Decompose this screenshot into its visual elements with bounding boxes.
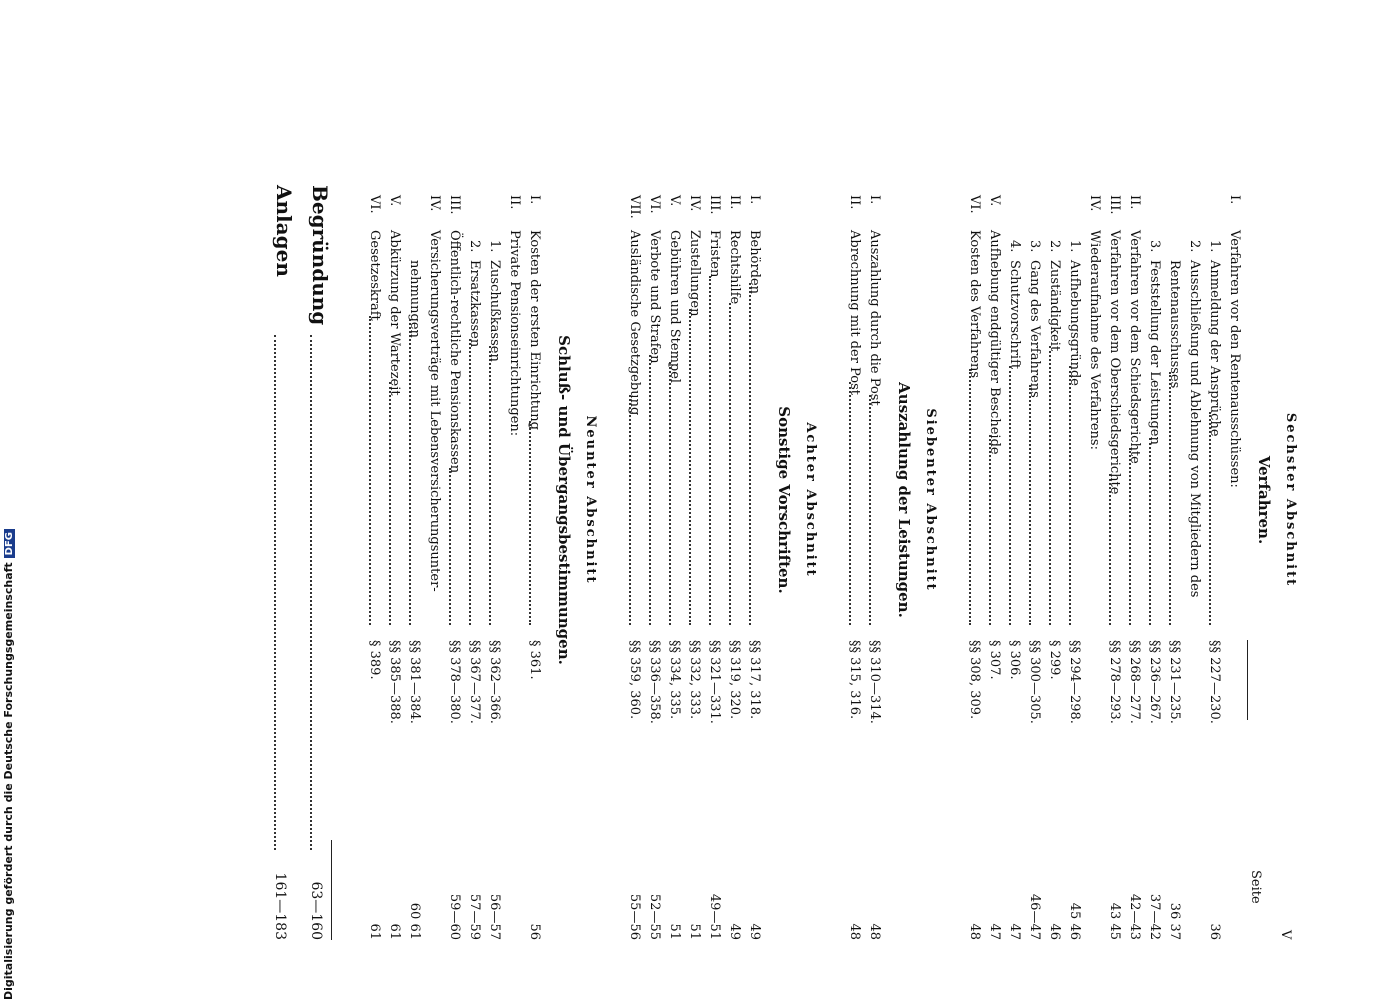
entry-paragraphs: § 306. — [1007, 640, 1022, 680]
entry-paragraphs: §§ 236—267. — [1147, 640, 1162, 724]
entry-page: 36 37 — [1167, 902, 1182, 940]
entry-text: Abkürzung der Wartezeit — [387, 230, 402, 396]
entry-paragraphs: §§ 319, 320. — [727, 640, 742, 720]
entry-page: 37—42 — [1147, 893, 1162, 940]
entry-text: Aufhebung endgültiger Bescheide — [987, 230, 1002, 455]
section-title: Schluß- und Übergangsbestimmungen. — [555, 335, 573, 665]
entry-paragraphs: §§ 367—377. — [467, 640, 482, 724]
dot-leader — [409, 319, 411, 625]
entry-number: 1. — [1067, 240, 1082, 253]
entry-text: Zuschußkassen — [487, 260, 502, 362]
entry-number: VI. — [967, 195, 982, 214]
entry-page: 42—43 — [1127, 893, 1142, 940]
entry-page: 60 61 — [407, 902, 422, 940]
entry-page: 61 — [387, 923, 402, 940]
dot-leader — [489, 346, 491, 625]
dot-leader — [669, 362, 671, 625]
entry-text: Verfahren vor den Rentenausschüssen: — [1227, 230, 1242, 488]
dot-leader — [369, 316, 371, 625]
entry-text: Ausschließung und Ablehnung von Mitgliedern des — [1187, 260, 1202, 598]
entry-paragraphs: §§ 278—293. — [1107, 640, 1122, 724]
entry-text: Rentenausschusses — [1167, 260, 1182, 389]
entry-text: Zuständigkeit — [1047, 260, 1062, 352]
entry-text: Verfahren vor dem Schiedsgerichte — [1127, 230, 1142, 464]
dot-leader — [649, 355, 651, 625]
entry-text: Kosten der ersten Einrichtung — [527, 230, 542, 430]
dot-leader — [969, 369, 971, 625]
section-title: Sonstige Vorschriften. — [775, 406, 793, 594]
dot-leader — [1169, 372, 1171, 625]
entry-paragraphs: §§ 336—358. — [647, 640, 662, 724]
dot-leader — [1049, 346, 1051, 625]
entry-paragraphs: §§ 317, 318. — [747, 640, 762, 720]
entry-number: 3. — [1027, 240, 1042, 253]
entry-number: VI. — [647, 195, 662, 214]
dot-leader — [1029, 385, 1031, 625]
entry-paragraphs: §§ 381—384. — [407, 640, 422, 724]
entry-paragraphs: § 299. — [1047, 640, 1062, 680]
entry-text: Auszahlung durch die Post — [867, 230, 882, 406]
entry-page: 61 — [367, 923, 382, 940]
entry-text: Ersatzkassen — [467, 260, 482, 348]
entry-page: 56—57 — [487, 893, 502, 940]
entry-number: VI. — [367, 195, 382, 214]
entry-page: 47 — [1007, 923, 1022, 940]
dot-leader — [689, 309, 691, 625]
section-heading: Sechster Abschnitt — [1283, 412, 1298, 588]
entry-paragraphs: §§ 332, 333. — [687, 640, 702, 720]
entry-page: 49—51 — [707, 893, 722, 940]
entry-number: IV. — [687, 195, 702, 212]
entry-paragraphs: §§ 321—331. — [707, 640, 722, 724]
entry-text: Wiederaufnahme des Verfahrens: — [1087, 230, 1102, 450]
entry-text: Öffentlich-rechtliche Pensionskassen — [447, 230, 462, 474]
footer-credit — [2, 529, 15, 1000]
dot-leader — [869, 395, 871, 625]
entry-paragraphs: § 361. — [527, 640, 542, 680]
entry-text: Gesetzeskraft — [367, 230, 382, 321]
entry-text: Fristen — [707, 230, 722, 278]
entry-number: I. — [1227, 195, 1242, 205]
dot-leader — [274, 335, 276, 850]
dot-leader — [729, 303, 731, 625]
section-heading: Neunter Abschnitt — [583, 415, 598, 585]
entry-page: 48 — [967, 923, 982, 940]
entry-number: II. — [507, 195, 522, 210]
footer-text: Digitalisierung gefördert durch die Deutsche Forschungsgemeinschaft — [2, 562, 15, 1000]
entry-paragraphs: §§ 359, 360. — [627, 640, 642, 720]
dot-leader — [749, 283, 751, 625]
entry-text: Schutzvorschrift — [1007, 260, 1022, 370]
entry-number: II. — [1127, 195, 1142, 210]
entry-number: 4. — [1007, 240, 1022, 253]
entry-paragraphs: §§ 315, 316. — [847, 640, 862, 720]
entry-text: Feststellung der Leistungen — [1147, 260, 1162, 445]
dot-leader — [1149, 438, 1151, 625]
entry-text: Kosten des Verfahrens — [967, 230, 982, 379]
dot-leader — [529, 421, 531, 625]
entry-paragraphs: §§ 334, 335. — [667, 640, 682, 720]
entry-page: 51 — [667, 923, 682, 940]
dot-leader — [1069, 366, 1071, 625]
dot-leader — [1129, 448, 1131, 625]
entry-number: 1. — [487, 240, 502, 253]
entry-text: Verbote und Strafen — [647, 230, 662, 364]
entry-page: 57—59 — [467, 893, 482, 940]
entry-number: I. — [867, 195, 882, 205]
entry-number: IV. — [1087, 195, 1102, 212]
entry-text: Abrechnung mit der Post — [847, 230, 862, 395]
column-label: Seite — [1248, 870, 1263, 904]
entry-paragraphs: §§ 227—230. — [1207, 640, 1222, 724]
closing-rule — [331, 840, 332, 940]
entry-page: 47 — [987, 923, 1002, 940]
closing-entry-page: 63—160 — [308, 881, 324, 940]
entry-text: Ausländische Gesetzgebung — [627, 230, 642, 416]
entry-paragraphs: §§ 385—388. — [387, 640, 402, 724]
entry-page: 49 — [727, 923, 742, 940]
dot-leader — [629, 395, 631, 625]
entry-page: 46 — [1047, 923, 1062, 940]
entry-text: Anmeldung der Ansprüche — [1207, 260, 1222, 437]
entry-text: Gang des Verfahrens — [1027, 260, 1042, 398]
closing-entry-text: Begründung — [308, 185, 332, 326]
dot-leader — [469, 339, 471, 625]
entry-page: 46—47 — [1027, 893, 1042, 940]
closing-entry-page: 161—183 — [272, 872, 288, 940]
entry-text: Rechtshilfe — [727, 230, 742, 305]
entry-number: III. — [707, 195, 722, 215]
dot-leader — [1009, 366, 1011, 625]
entry-paragraphs: §§ 268—277. — [1127, 640, 1142, 724]
entry-number: III. — [447, 195, 462, 215]
column-rule — [1247, 640, 1248, 720]
entry-page: 51 — [687, 923, 702, 940]
entry-page: 43 45 — [1107, 902, 1122, 940]
entry-paragraphs: §§ 308, 309. — [967, 640, 982, 720]
entry-paragraphs: §§ 294—298. — [1067, 640, 1082, 724]
entry-number: 2. — [1047, 240, 1062, 253]
section-title: Auszahlung der Leistungen. — [895, 382, 913, 618]
page-number: V — [1278, 930, 1293, 940]
section-heading: Achter Abschnitt — [803, 422, 818, 578]
entry-page: 48 — [867, 923, 882, 940]
entry-text: nehmungen — [407, 260, 422, 338]
section-title: Verfahren. — [1255, 455, 1273, 545]
entry-page: 56 — [527, 923, 542, 940]
entry-page: 45 46 — [1067, 902, 1082, 940]
dot-leader — [709, 276, 711, 625]
entry-paragraphs: § 389. — [367, 640, 382, 680]
dot-leader — [389, 382, 391, 625]
entry-number: I. — [747, 195, 762, 205]
entry-number: 2. — [467, 240, 482, 253]
entry-page: 55—56 — [627, 893, 642, 940]
section-heading: Siebenter Abschnitt — [923, 408, 938, 592]
entry-text: Versicherungsverträge mit Lebensversicherungsunter- — [427, 230, 442, 592]
entry-number: 3. — [1147, 240, 1162, 253]
entry-text: Private Pensionseinrichtungen: — [507, 230, 522, 437]
dot-leader — [310, 335, 312, 850]
entry-number: III. — [1107, 195, 1122, 215]
entry-page: 59—60 — [447, 893, 462, 940]
entry-paragraphs: §§ 310—314. — [867, 640, 882, 724]
entry-number: II. — [727, 195, 742, 210]
entry-paragraphs: §§ 300—305. — [1027, 640, 1042, 724]
dfg-logo: DFG — [4, 529, 15, 558]
dot-leader — [1109, 474, 1111, 625]
entry-paragraphs: §§ 378—380. — [447, 640, 462, 724]
closing-entry-text: Anlagen — [272, 185, 296, 277]
entry-text: Aufhebungsgründe — [1067, 260, 1082, 386]
entry-number: VII. — [627, 195, 642, 219]
entry-number: V. — [667, 195, 682, 207]
entry-number: II. — [847, 195, 862, 210]
entry-paragraphs: § 307. — [987, 640, 1002, 680]
entry-page: 49 — [747, 923, 762, 940]
entry-number: V. — [987, 195, 1002, 207]
entry-number: V. — [387, 195, 402, 207]
entry-text: Verfahren vor dem Oberschiedsgerichte — [1107, 230, 1122, 495]
dot-leader — [449, 468, 451, 625]
entry-paragraphs: §§ 362—366. — [487, 640, 502, 724]
entry-number: 2. — [1187, 240, 1202, 253]
entry-number: IV. — [427, 195, 442, 212]
dot-leader — [989, 435, 991, 625]
entry-paragraphs: §§ 231—235. — [1167, 640, 1182, 724]
entry-text: Behörden — [747, 230, 762, 295]
dot-leader — [849, 382, 851, 625]
entry-page: 52—55 — [647, 893, 662, 940]
entry-text: Zustellungen — [687, 230, 702, 317]
entry-text: Gebühren und Stempel — [667, 230, 682, 384]
entry-page: 48 — [847, 923, 862, 940]
dot-leader — [1209, 412, 1211, 625]
entry-page: 36 — [1207, 923, 1222, 940]
entry-number: 1. — [1207, 240, 1222, 253]
entry-number: I. — [527, 195, 542, 205]
